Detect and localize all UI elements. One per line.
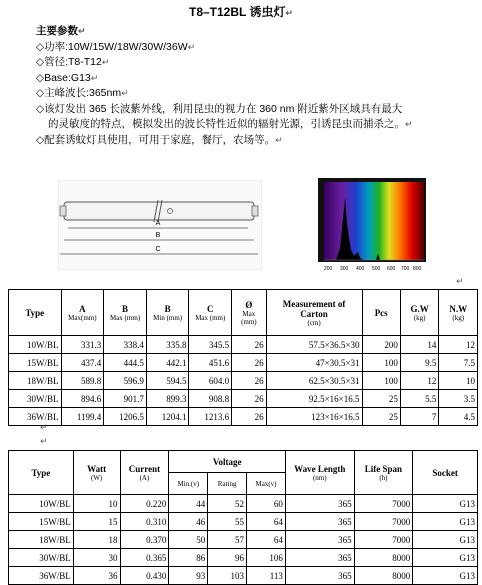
- table-cell: 14: [400, 336, 439, 354]
- col-header-vmin: [169, 473, 208, 495]
- dim-label-b: B: [155, 232, 161, 239]
- table-cell: 60: [247, 495, 286, 513]
- text: G.W: [410, 303, 429, 314]
- table-row: [9, 390, 478, 408]
- table-cell: 0.365: [120, 549, 169, 567]
- table-cell: 26: [232, 336, 267, 354]
- table-cell: 10W/BL: [9, 336, 62, 354]
- table-cell: 908.8: [189, 390, 232, 408]
- text: ◇配套诱蚊灯具使用，可用于家庭，餐厅，农场等。: [36, 133, 276, 146]
- table-row: [9, 567, 478, 585]
- col-header-c: [189, 290, 232, 336]
- table-cell: 64: [247, 531, 286, 549]
- table-cell: 1199.4: [61, 408, 104, 426]
- col-header-socket: [413, 451, 478, 495]
- text: (A): [139, 473, 150, 482]
- table-cell: 0.370: [120, 531, 169, 549]
- paragraph-mark-icon: ↵: [101, 57, 110, 67]
- table-cell: 0.430: [120, 567, 169, 585]
- text: Max (mm): [241, 309, 257, 326]
- paragraph-mark-icon: ↵: [121, 88, 129, 98]
- table-cell: 594.5: [146, 372, 189, 390]
- col-header-watt: [73, 451, 120, 495]
- text: B: [122, 303, 129, 314]
- table-cell: 57: [208, 531, 247, 549]
- table-row: [9, 354, 478, 372]
- table-cell: 10W/BL: [9, 495, 74, 513]
- table-cell: 36W/BL: [9, 408, 62, 426]
- text: ◇主峰波长:365nm: [36, 87, 122, 99]
- table-cell: 30W/BL: [9, 390, 62, 408]
- text: A: [79, 303, 86, 314]
- table-cell: 4.5: [439, 408, 478, 426]
- col-header-wavelength: [285, 451, 354, 495]
- col-header-nw: [439, 290, 478, 336]
- table-cell: 55: [208, 513, 247, 531]
- table-cell: 442.1: [146, 354, 189, 372]
- spectrum-tick-800: 800: [413, 266, 422, 272]
- text: ◇功率:10W/15W/18W/30W/36W: [36, 40, 188, 53]
- table-cell: 15W/BL: [9, 354, 62, 372]
- table-cell: 7000: [354, 513, 413, 531]
- text: Current: [128, 463, 161, 474]
- page-title: [0, 3, 482, 20]
- table-cell: 15W/BL: [9, 513, 74, 531]
- table-cell: 18W/BL: [9, 531, 74, 549]
- table-cell: 1213.6: [189, 408, 232, 426]
- spectrum-image: [318, 178, 426, 273]
- table-cell: 8000: [354, 567, 413, 585]
- table-cell: 100: [362, 354, 400, 372]
- text: Wave Length: [294, 463, 346, 474]
- spectrum-tick-300: 300: [340, 266, 349, 272]
- table-cell: 64: [247, 513, 286, 531]
- table-row: [9, 513, 478, 531]
- table-cell: 52: [208, 495, 247, 513]
- param-line: [36, 117, 466, 133]
- col-header-carton: [266, 290, 362, 336]
- text: Life Span: [364, 463, 403, 474]
- dim-label-c: C: [155, 246, 161, 253]
- table-cell: 62.5×30.5×31: [266, 372, 362, 390]
- col-header-b-max: [104, 290, 147, 336]
- table-header-row: [9, 290, 478, 336]
- text: Max(v): [255, 479, 277, 488]
- table-cell: 47×30.5×31: [266, 354, 362, 372]
- table-cell: 10: [73, 495, 120, 513]
- table-cell: 7: [400, 408, 439, 426]
- table-cell: 25: [362, 390, 400, 408]
- table-cell: 93: [169, 567, 208, 585]
- table-cell: 12: [400, 372, 439, 390]
- text: (kg): [413, 313, 426, 322]
- paragraph-mark-icon: ↵: [405, 119, 413, 129]
- table-cell: 26: [232, 390, 267, 408]
- param-line: [36, 86, 466, 102]
- table-cell: 9.5: [400, 354, 439, 372]
- table-cell: 103: [208, 567, 247, 585]
- text: Min (mm): [153, 313, 183, 322]
- text: Min.(v): [177, 479, 200, 488]
- spectrum-svg: [318, 178, 426, 273]
- table-cell: 589.8: [61, 372, 104, 390]
- table-cell: 200: [362, 336, 400, 354]
- params-heading: [36, 24, 466, 40]
- table-cell: 18W/BL: [9, 372, 62, 390]
- text: Pcs: [374, 307, 388, 318]
- table-cell: 596.9: [104, 372, 147, 390]
- col-header-vmax: [247, 473, 286, 495]
- table-cell: 338.4: [104, 336, 147, 354]
- text: Ø: [245, 299, 253, 310]
- table-cell: 18: [73, 531, 120, 549]
- col-header-type: [9, 451, 74, 495]
- table-cell: G13: [413, 549, 478, 567]
- table-cell: 7.5: [439, 354, 478, 372]
- table-cell: 8000: [354, 549, 413, 567]
- text: C: [207, 303, 214, 314]
- table-cell: 437.4: [61, 354, 104, 372]
- paragraph-mark-icon: ↵: [275, 134, 283, 145]
- text: 的灵敏度的特点，模拟发出的波长特性近似的辐射光源，引诱昆虫而捕杀之。: [48, 118, 405, 130]
- col-header-gw: [400, 290, 439, 336]
- table-cell: 901.7: [104, 390, 147, 408]
- text: Max (mm): [195, 313, 226, 322]
- paragraph-mark-icon: ↵: [78, 26, 86, 36]
- text: Max(mm): [68, 313, 97, 322]
- text: ◇该灯发出 365 长波紫外线，利用昆虫的视力在 360 nm 附近紫外区域具有最大: [36, 102, 403, 115]
- paragraph-mark-icon: ↵: [456, 276, 464, 286]
- col-header-b-min: [146, 290, 189, 336]
- col-header-vrating: [208, 473, 247, 495]
- table-cell: 0.220: [120, 495, 169, 513]
- table-cell: 7000: [354, 531, 413, 549]
- spectrum-tick-600: 600: [387, 266, 396, 272]
- table-cell: 10: [439, 372, 478, 390]
- table-cell: 0.310: [120, 513, 169, 531]
- table-row: [9, 495, 478, 513]
- paragraph-mark-icon: ↵: [187, 41, 196, 52]
- table-cell: 113: [247, 567, 286, 585]
- table-cell: 3.5: [439, 390, 478, 408]
- text: Socket: [432, 467, 458, 478]
- table-cell: 331.3: [61, 336, 104, 354]
- table-cell: 44: [169, 495, 208, 513]
- table-cell: G13: [413, 495, 478, 513]
- param-line: [36, 40, 466, 56]
- text: B: [164, 303, 171, 314]
- col-header-pcs: [362, 290, 400, 336]
- col-header-current: [120, 451, 169, 495]
- text: (h): [379, 473, 388, 482]
- text: (W): [90, 473, 103, 482]
- table-cell: 335.8: [146, 336, 189, 354]
- table-cell: 365: [285, 513, 354, 531]
- param-line: [36, 133, 466, 149]
- table-cell: 30: [73, 549, 120, 567]
- text: Watt: [87, 463, 107, 474]
- tube-dimension-diagram: [58, 180, 262, 270]
- table-cell: 5.5: [400, 390, 439, 408]
- table-row: [9, 531, 478, 549]
- table-cell: 365: [285, 531, 354, 549]
- table-cell: 46: [169, 513, 208, 531]
- table-cell: 604.0: [189, 372, 232, 390]
- table-cell: 444.5: [104, 354, 147, 372]
- table-cell: 26: [232, 408, 267, 426]
- text: 主要参数: [36, 25, 78, 37]
- table-cell: G13: [413, 531, 478, 549]
- table-header-row: [9, 451, 478, 473]
- col-header-diameter: [232, 290, 267, 336]
- table-row: [9, 372, 478, 390]
- table-cell: 25: [362, 408, 400, 426]
- table-cell: 96: [208, 549, 247, 567]
- table-cell: 36: [73, 567, 120, 585]
- paragraph-mark-icon: ↵: [285, 8, 294, 18]
- text: (kg): [452, 313, 465, 322]
- table-cell: 36W/BL: [9, 567, 74, 585]
- spectrum-tick-700: 700: [401, 266, 410, 272]
- table-cell: 1204.1: [146, 408, 189, 426]
- text: N.W: [449, 303, 468, 314]
- table-row: [9, 549, 478, 567]
- text: (nm): [312, 473, 327, 482]
- paragraph-mark-icon: ↵: [40, 422, 48, 432]
- table-cell: G13: [413, 513, 478, 531]
- paragraph-mark-icon: ↵: [90, 72, 99, 83]
- col-header-lifespan: [354, 451, 413, 495]
- table-cell: 345.5: [189, 336, 232, 354]
- col-header-type: [9, 290, 62, 336]
- table-cell: 123×16×16.5: [266, 408, 362, 426]
- paragraph-mark-icon: ↵: [40, 436, 48, 446]
- text: ◇管径:T8-T12: [36, 56, 102, 68]
- table-cell: 50: [169, 531, 208, 549]
- text: (cm): [307, 318, 321, 327]
- table-cell: 451.6: [189, 354, 232, 372]
- dimensions-table: [8, 289, 478, 426]
- col-header-voltage: [169, 451, 286, 473]
- spectrum-tick-400: 400: [356, 266, 365, 272]
- table-cell: 365: [285, 549, 354, 567]
- table-cell: 100: [362, 372, 400, 390]
- param-line: [36, 55, 466, 71]
- table-cell: 106: [247, 549, 286, 567]
- text: Rating: [217, 479, 237, 488]
- table-cell: 26: [232, 372, 267, 390]
- electrical-table: [8, 450, 478, 585]
- table-cell: 7000: [354, 495, 413, 513]
- table-row: [9, 336, 478, 354]
- spectrum-tick-500: 500: [372, 266, 381, 272]
- dim-label-a: A: [155, 220, 161, 227]
- table-row: [9, 408, 478, 426]
- text: Max (mm): [109, 313, 141, 322]
- text: Voltage: [212, 456, 242, 467]
- table-cell: 57.5×36.5×30: [266, 336, 362, 354]
- table-cell: 899.3: [146, 390, 189, 408]
- text: ◇Base:G13: [36, 71, 91, 84]
- table-cell: 26: [232, 354, 267, 372]
- table-cell: 92.5×16×16.5: [266, 390, 362, 408]
- text: Measurement of Carton: [282, 298, 346, 319]
- spectrum-tick-200: 200: [324, 266, 333, 272]
- table-cell: 1206.5: [104, 408, 147, 426]
- table-cell: 86: [169, 549, 208, 567]
- table-cell: 365: [285, 495, 354, 513]
- text: Type: [25, 307, 45, 318]
- tube-diagram-svg: [58, 180, 262, 270]
- param-line: [36, 71, 466, 87]
- param-line: [36, 102, 466, 118]
- table-cell: 12: [439, 336, 478, 354]
- table-cell: 15: [73, 513, 120, 531]
- table-cell: 30W/BL: [9, 549, 74, 567]
- page-title-text: T8–T12BL 诱虫灯: [188, 5, 286, 19]
- table-cell: G13: [413, 567, 478, 585]
- main-parameters: [36, 24, 466, 148]
- text: Type: [31, 467, 51, 478]
- table-cell: 365: [285, 567, 354, 585]
- table-cell: 894.6: [61, 390, 104, 408]
- col-header-a: [61, 290, 104, 336]
